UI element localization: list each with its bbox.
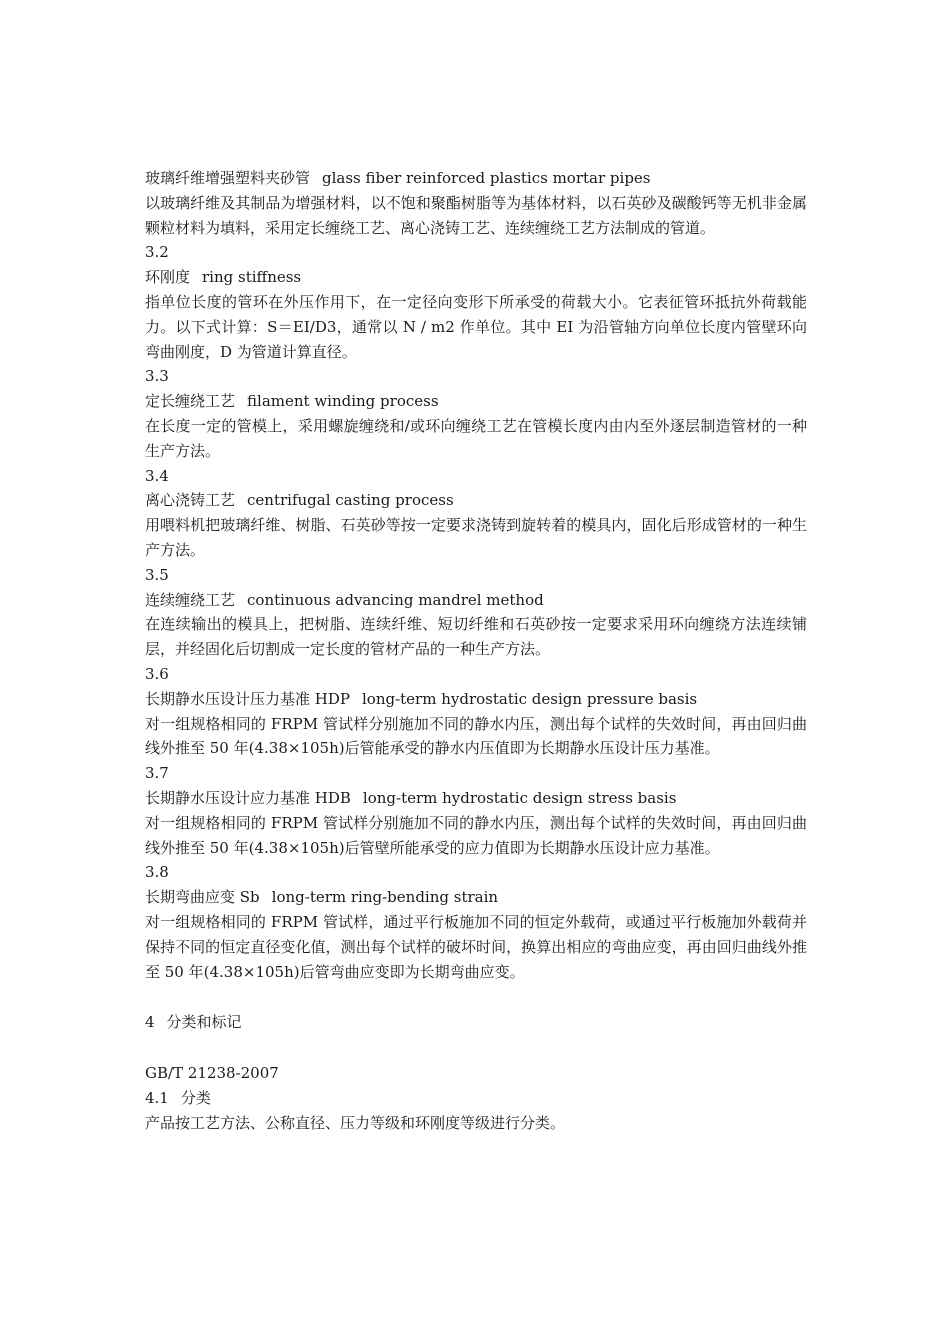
term-heading <box>145 786 807 811</box>
document-page <box>145 166 807 1135</box>
term-zh: 定长缠绕工艺 <box>145 392 236 411</box>
term-zh: 长期弯曲应变 Sb <box>145 888 260 907</box>
term-en: ring stiffness <box>202 268 302 287</box>
term-heading <box>145 389 807 414</box>
term-definition: 对一组规格相同的 FRPM 管试样分别施加不同的静水内压，测出每个试样的失效时间，再由回归曲线外推至 50 年(4.38×105h)后管壁所能承受的应力值即为长期静水压设计应力基准。 <box>145 813 807 857</box>
clause-number: 3.6 <box>145 664 169 683</box>
term-definition: 指单位长度的管环在外压作用下，在一定径向变形下所承受的荷载大小。它表征管环抵抗外荷载能力。以下式计算：S＝EI/D3，通常以 N / m2 作单位。其中 EI 为沿管轴方向单位长度内管壁环向弯曲刚度，D 为管道计算直径。 <box>145 292 807 361</box>
term-zh: 离心浇铸工艺 <box>145 491 236 510</box>
term-zh: 长期静水压设计应力基准 HDB <box>145 788 351 807</box>
term-en: centrifugal casting process <box>247 491 454 510</box>
subsection-number: 4.1 <box>145 1088 169 1107</box>
subsection-title: 分类 <box>180 1088 211 1107</box>
section-number: 4 <box>145 1013 155 1032</box>
term-heading <box>145 166 807 191</box>
standard-code: GB/T 21238-2007 <box>145 1064 279 1083</box>
term-definition: 对一组规格相同的 FRPM 管试样，通过平行板施加不同的恒定外载荷，或通过平行板施加外载荷并保持不同的恒定直径变化值，测出每个试样的破坏时间，换算出相应的弯曲应变，再由回归曲线外推至 50 年(4.38×105h)后管弯曲应变即为长期弯曲应变。 <box>145 912 807 981</box>
term-zh: 玻璃纤维增强塑料夹砂管 <box>145 169 311 187</box>
term-en: long-term ring-bending strain <box>271 888 499 907</box>
term-definition: 以玻璃纤维及其制品为增强材料，以不饱和聚酯树脂等为基体材料，以石英砂及碳酸钙等无机非金属颗粒材料为填料，采用定长缠绕工艺、离心浇铸工艺、连续缠绕工艺方法制成的管道。 <box>145 193 807 237</box>
clause-number: 3.5 <box>145 565 169 584</box>
term-heading <box>145 588 807 613</box>
clause-number: 3.3 <box>145 367 169 386</box>
section-heading <box>145 1010 807 1035</box>
term-definition: 在长度一定的管模上，采用螺旋缠绕和/或环向缠绕工艺在管模长度内由内至外逐层制造管材的一种生产方法。 <box>145 416 807 460</box>
term-heading <box>145 687 807 712</box>
term-zh: 长期静水压设计压力基准 HDP <box>145 689 350 708</box>
term-definition: 用喂料机把玻璃纤维、树脂、石英砂等按一定要求浇铸到旋转着的模具内，固化后形成管材的一种生产方法。 <box>145 516 807 559</box>
section-title: 分类和标记 <box>166 1013 242 1032</box>
term-en: long-term hydrostatic design pressure basis <box>361 689 698 708</box>
term-en: long-term hydrostatic design stress basis <box>362 788 677 807</box>
term-definition: 对一组规格相同的 FRPM 管试样分别施加不同的静水内压，测出每个试样的失效时间，再由回归曲线外推至 50 年(4.38×105h)后管能承受的静水内压值即为长期静水压设计压力基准。 <box>145 714 807 758</box>
term-heading <box>145 885 807 910</box>
clause-number: 3.4 <box>145 466 169 485</box>
term-heading <box>145 265 807 290</box>
term-zh: 环刚度 <box>145 268 191 287</box>
term-en: glass fiber reinforced plastics mortar pipes <box>322 169 651 187</box>
clause-number: 3.2 <box>145 243 169 262</box>
term-heading <box>145 488 807 513</box>
term-definition: 在连续输出的模具上，把树脂、连续纤维、短切纤维和石英砂按一定要求采用环向缠绕方法连续铺层，并经固化后切割成一定长度的管材产品的一种生产方法。 <box>145 615 807 659</box>
term-en: filament winding process <box>247 392 439 411</box>
term-zh: 连续缠绕工艺 <box>145 590 236 609</box>
subsection-heading <box>145 1086 807 1111</box>
subsection-text: 产品按工艺方法、公称直径、压力等级和环刚度等级进行分类。 <box>145 1113 566 1132</box>
clause-number: 3.7 <box>145 764 169 783</box>
clause-number: 3.8 <box>145 863 169 882</box>
term-en: continuous advancing mandrel method <box>247 590 544 609</box>
